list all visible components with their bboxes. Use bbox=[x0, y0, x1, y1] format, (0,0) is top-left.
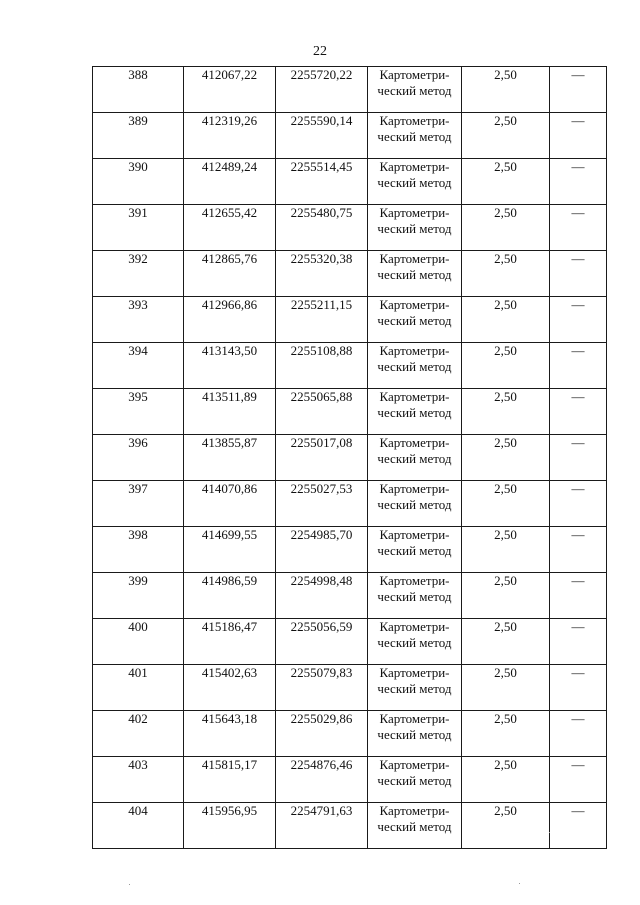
note-cell: — bbox=[550, 67, 607, 113]
method-line-2: ческий метод bbox=[377, 727, 452, 742]
x-coordinate-cell: 412865,76 bbox=[184, 251, 276, 297]
method-cell bbox=[368, 297, 462, 343]
y-coordinate-cell: 2255108,88 bbox=[276, 343, 368, 389]
y-coordinate-cell: 2255079,83 bbox=[276, 665, 368, 711]
accuracy-cell: 2,50 bbox=[462, 435, 550, 481]
note-cell: — bbox=[550, 251, 607, 297]
method-line-2: ческий метод bbox=[377, 405, 452, 420]
y-coordinate-cell: 2255029,86 bbox=[276, 711, 368, 757]
x-coordinate-cell: 413143,50 bbox=[184, 343, 276, 389]
method-line-1: Картометри- bbox=[379, 113, 450, 128]
x-coordinate-cell: 414986,59 bbox=[184, 573, 276, 619]
table-row bbox=[93, 711, 607, 757]
y-coordinate-cell: 2255056,59 bbox=[276, 619, 368, 665]
method-line-2: ческий метод bbox=[377, 543, 452, 558]
scan-speck bbox=[129, 884, 130, 885]
method-line-2: ческий метод bbox=[377, 267, 452, 282]
table-row bbox=[93, 481, 607, 527]
method-cell bbox=[368, 527, 462, 573]
table-row bbox=[93, 389, 607, 435]
x-coordinate-cell: 412966,86 bbox=[184, 297, 276, 343]
method-line-1: Картометри- bbox=[379, 757, 450, 772]
method-cell bbox=[368, 803, 462, 849]
method-cell bbox=[368, 435, 462, 481]
method-cell bbox=[368, 665, 462, 711]
method-line-1: Картометри- bbox=[379, 297, 450, 312]
point-number-cell: 392 bbox=[93, 251, 184, 297]
method-line-2: ческий метод bbox=[377, 221, 452, 236]
y-coordinate-cell: 2255017,08 bbox=[276, 435, 368, 481]
note-cell: — bbox=[550, 757, 607, 803]
point-number-cell: 404 bbox=[93, 803, 184, 849]
x-coordinate-cell: 415186,47 bbox=[184, 619, 276, 665]
x-coordinate-cell: 412319,26 bbox=[184, 113, 276, 159]
note-cell: — bbox=[550, 711, 607, 757]
accuracy-cell: 2,50 bbox=[462, 67, 550, 113]
method-line-1: Картометри- bbox=[379, 619, 450, 634]
method-line-1: Картометри- bbox=[379, 573, 450, 588]
method-line-1: Картометри- bbox=[379, 251, 450, 266]
point-number-cell: 399 bbox=[93, 573, 184, 619]
y-coordinate-cell: 2255320,38 bbox=[276, 251, 368, 297]
accuracy-cell: 2,50 bbox=[462, 619, 550, 665]
table-row bbox=[93, 159, 607, 205]
note-cell: — bbox=[550, 481, 607, 527]
table-row bbox=[93, 527, 607, 573]
note-cell: — bbox=[550, 297, 607, 343]
method-cell bbox=[368, 619, 462, 665]
note-cell: — bbox=[550, 573, 607, 619]
y-coordinate-cell: 2255211,15 bbox=[276, 297, 368, 343]
accuracy-cell: 2,50 bbox=[462, 251, 550, 297]
note-cell: — bbox=[550, 389, 607, 435]
method-line-2: ческий метод bbox=[377, 773, 452, 788]
method-cell bbox=[368, 757, 462, 803]
method-line-2: ческий метод bbox=[377, 175, 452, 190]
table-row bbox=[93, 573, 607, 619]
accuracy-cell: 2,50 bbox=[462, 159, 550, 205]
method-line-1: Картометри- bbox=[379, 711, 450, 726]
point-number-cell: 393 bbox=[93, 297, 184, 343]
x-coordinate-cell: 414699,55 bbox=[184, 527, 276, 573]
coordinates-table-body bbox=[93, 67, 607, 849]
method-cell bbox=[368, 113, 462, 159]
table-row bbox=[93, 435, 607, 481]
y-coordinate-cell: 2255480,75 bbox=[276, 205, 368, 251]
method-line-1: Картометри- bbox=[379, 159, 450, 174]
x-coordinate-cell: 412489,24 bbox=[184, 159, 276, 205]
method-cell bbox=[368, 343, 462, 389]
method-line-2: ческий метод bbox=[377, 589, 452, 604]
accuracy-cell: 2,50 bbox=[462, 297, 550, 343]
point-number-cell: 390 bbox=[93, 159, 184, 205]
method-line-1: Картометри- bbox=[379, 389, 450, 404]
note-cell: — bbox=[550, 205, 607, 251]
table-row bbox=[93, 297, 607, 343]
x-coordinate-cell: 414070,86 bbox=[184, 481, 276, 527]
note-cell: — bbox=[550, 113, 607, 159]
table-row bbox=[93, 757, 607, 803]
accuracy-cell: 2,50 bbox=[462, 389, 550, 435]
note-cell: — bbox=[550, 343, 607, 389]
method-cell bbox=[368, 159, 462, 205]
note-cell: — bbox=[550, 527, 607, 573]
x-coordinate-cell: 412655,42 bbox=[184, 205, 276, 251]
method-line-1: Картометри- bbox=[379, 435, 450, 450]
x-coordinate-cell: 415815,17 bbox=[184, 757, 276, 803]
point-number-cell: 394 bbox=[93, 343, 184, 389]
method-line-2: ческий метод bbox=[377, 83, 452, 98]
point-number-cell: 401 bbox=[93, 665, 184, 711]
point-number-cell: 388 bbox=[93, 67, 184, 113]
point-number-cell: 403 bbox=[93, 757, 184, 803]
table-row bbox=[93, 251, 607, 297]
method-cell bbox=[368, 251, 462, 297]
method-cell bbox=[368, 711, 462, 757]
y-coordinate-cell: 2255514,45 bbox=[276, 159, 368, 205]
method-line-1: Картометри- bbox=[379, 803, 450, 818]
method-cell bbox=[368, 67, 462, 113]
y-coordinate-cell: 2254791,63 bbox=[276, 803, 368, 849]
x-coordinate-cell: 415402,63 bbox=[184, 665, 276, 711]
point-number-cell: 397 bbox=[93, 481, 184, 527]
table-row bbox=[93, 619, 607, 665]
accuracy-cell: 2,50 bbox=[462, 711, 550, 757]
page-number: 22 bbox=[313, 44, 327, 59]
point-number-cell: 398 bbox=[93, 527, 184, 573]
point-number-cell: 400 bbox=[93, 619, 184, 665]
method-line-2: ческий метод bbox=[377, 635, 452, 650]
accuracy-cell: 2,50 bbox=[462, 481, 550, 527]
table-row bbox=[93, 205, 607, 251]
scan-speck bbox=[519, 883, 520, 884]
accuracy-cell: 2,50 bbox=[462, 343, 550, 389]
y-coordinate-cell: 2254985,70 bbox=[276, 527, 368, 573]
point-number-cell: 389 bbox=[93, 113, 184, 159]
method-line-1: Картометри- bbox=[379, 527, 450, 542]
table-row bbox=[93, 113, 607, 159]
x-coordinate-cell: 415643,18 bbox=[184, 711, 276, 757]
accuracy-cell: 2,50 bbox=[462, 573, 550, 619]
y-coordinate-cell: 2254876,46 bbox=[276, 757, 368, 803]
x-coordinate-cell: 412067,22 bbox=[184, 67, 276, 113]
method-line-1: Картометри- bbox=[379, 665, 450, 680]
table-row bbox=[93, 343, 607, 389]
point-number-cell: 396 bbox=[93, 435, 184, 481]
accuracy-cell: 2,50 bbox=[462, 527, 550, 573]
point-number-cell: 395 bbox=[93, 389, 184, 435]
method-line-1: Картометри- bbox=[379, 481, 450, 496]
point-number-cell: 402 bbox=[93, 711, 184, 757]
table-row bbox=[93, 665, 607, 711]
method-line-2: ческий метод bbox=[377, 359, 452, 374]
table-row bbox=[93, 803, 607, 849]
method-cell bbox=[368, 481, 462, 527]
accuracy-cell: 2,50 bbox=[462, 665, 550, 711]
method-cell bbox=[368, 573, 462, 619]
method-line-2: ческий метод bbox=[377, 497, 452, 512]
table-row bbox=[93, 67, 607, 113]
method-line-2: ческий метод bbox=[377, 129, 452, 144]
y-coordinate-cell: 2255720,22 bbox=[276, 67, 368, 113]
accuracy-cell: 2,50 bbox=[462, 803, 550, 849]
x-coordinate-cell: 413855,87 bbox=[184, 435, 276, 481]
x-coordinate-cell: 413511,89 bbox=[184, 389, 276, 435]
method-cell bbox=[368, 389, 462, 435]
note-cell: — bbox=[550, 803, 607, 849]
y-coordinate-cell: 2255065,88 bbox=[276, 389, 368, 435]
method-line-1: Картометри- bbox=[379, 205, 450, 220]
note-cell: — bbox=[550, 619, 607, 665]
scan-speck bbox=[549, 832, 550, 833]
accuracy-cell: 2,50 bbox=[462, 205, 550, 251]
coordinates-table bbox=[92, 66, 607, 849]
method-line-1: Картометри- bbox=[379, 67, 450, 82]
accuracy-cell: 2,50 bbox=[462, 113, 550, 159]
accuracy-cell: 2,50 bbox=[462, 757, 550, 803]
point-number-cell: 391 bbox=[93, 205, 184, 251]
method-line-1: Картометри- bbox=[379, 343, 450, 358]
method-line-2: ческий метод bbox=[377, 313, 452, 328]
y-coordinate-cell: 2255027,53 bbox=[276, 481, 368, 527]
y-coordinate-cell: 2255590,14 bbox=[276, 113, 368, 159]
method-cell bbox=[368, 205, 462, 251]
note-cell: — bbox=[550, 665, 607, 711]
method-line-2: ческий метод bbox=[377, 681, 452, 696]
note-cell: — bbox=[550, 435, 607, 481]
x-coordinate-cell: 415956,95 bbox=[184, 803, 276, 849]
method-line-2: ческий метод bbox=[377, 451, 452, 466]
y-coordinate-cell: 2254998,48 bbox=[276, 573, 368, 619]
note-cell: — bbox=[550, 159, 607, 205]
method-line-2: ческий метод bbox=[377, 819, 452, 834]
